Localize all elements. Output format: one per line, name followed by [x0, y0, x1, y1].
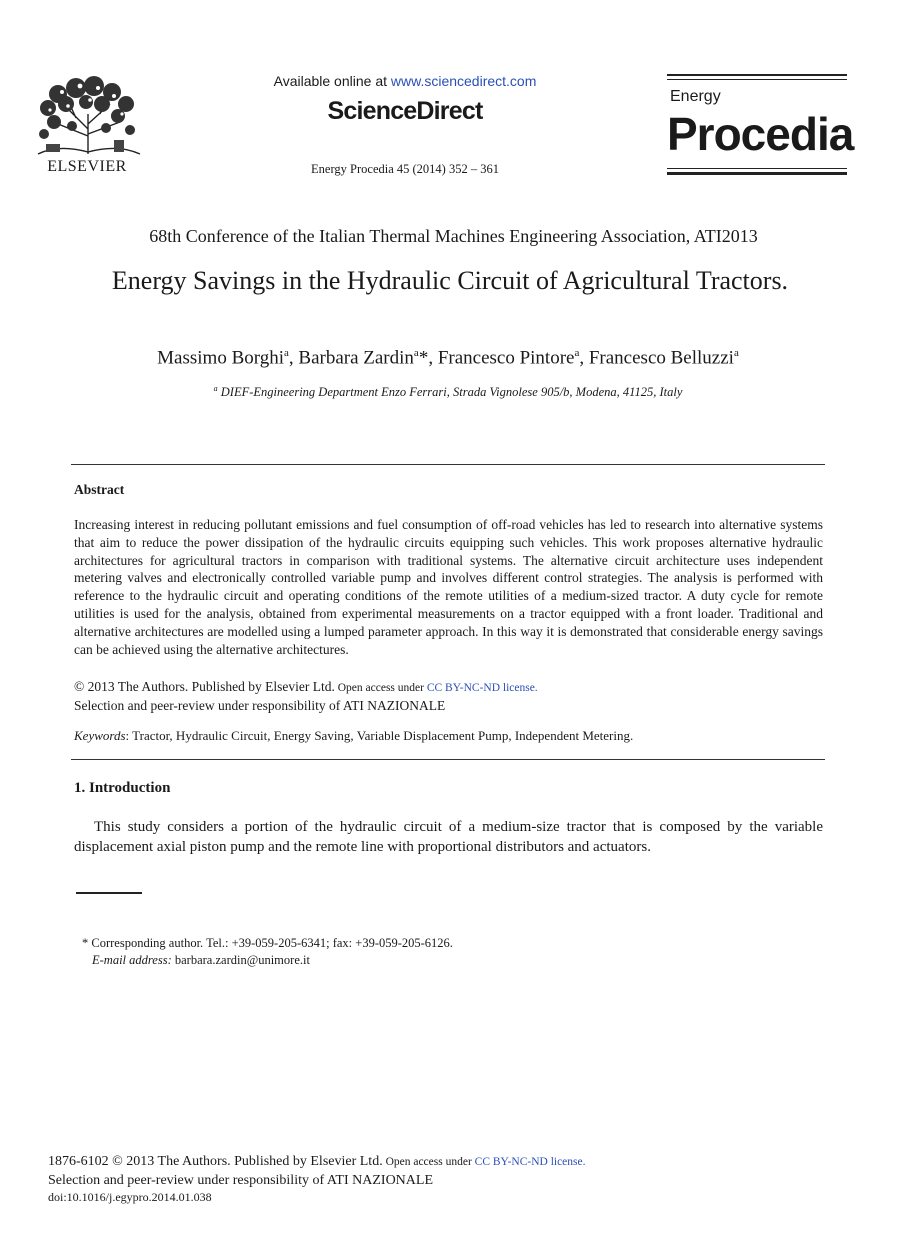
journal-reference: Energy Procedia 45 (2014) 352 – 361: [311, 162, 499, 176]
author-affiliation-mark: a: [284, 347, 289, 359]
available-prefix: Available online at: [273, 73, 391, 89]
doi-line[interactable]: doi:10.1016/j.egypro.2014.01.038: [48, 1190, 212, 1204]
author-name: Francesco Pintore: [437, 347, 575, 369]
author-list: [0, 347, 896, 369]
email-address[interactable]: barbara.zardin@unimore.it: [171, 953, 310, 967]
open-access-text: Open access under: [334, 682, 427, 694]
peer-review-line: Selection and peer-review under responsibility of ATI NAZIONALE: [74, 698, 446, 713]
author-name: Barbara Zardin: [298, 347, 414, 369]
introduction-body: This study considers a portion of the hydraulic circuit of a medium-size tractor that is composed by the variable displacement axial piston pump and the remote line with proportional distributors and actuators.: [74, 819, 823, 855]
available-online-line: [230, 73, 580, 89]
sciencedirect-link[interactable]: www.sciencedirect.com: [390, 73, 537, 89]
energy-procedia-logo: [667, 74, 854, 176]
affiliation-text: DIEF-Engineering Department Enzo Ferrari, Strada Vignolese 905/b, Modena, 41125, Italy: [217, 385, 683, 400]
copyright-block: [74, 678, 823, 714]
logo-rule-bottom: [667, 172, 847, 175]
keywords-text: : Tractor, Hydraulic Circuit, Energy Saving, Variable Displacement Pump, Independent Metering.: [125, 728, 634, 743]
abstract-body: Increasing interest in reducing pollutant emissions and fuel consumption of off-road vehicles has led to research into alternative systems that aim to reduce the power dissipation of the hydraulic circuits equipping such vehicles. This work proposes alternative hydraulic architectures for agricultural tractors in comparison with traditional systems. The alternative circuit architecture uses independent metering valves and electronically controlled variable pump and involves different control strategies. The analysis is performed with reference to the hydraulic circuit and operating conditions of the remote utilities of a medium-sized tractor. A duty cycle for remote utilities is used for the analysis, obtained from experimental measurements on a tractor equipped with a front loader. Traditional and alternative architectures are modelled using a lumped parameter approach. In this way it is demonstrated that considerable energy savings can be achieved using the alternative architectures.: [74, 517, 823, 657]
affiliation-mark: a: [213, 384, 218, 393]
elsevier-wordmark: ELSEVIER: [47, 158, 127, 175]
corresponding-author-footnote: [82, 935, 453, 969]
email-line: [82, 952, 453, 969]
author-name: Massimo Borghi: [157, 347, 284, 369]
logo-procedia-text: Procedia: [667, 108, 854, 160]
author-affiliation-mark: a: [413, 347, 419, 359]
footer-copyright-text: 1876-6102 © 2013 The Authors. Published by Elsevier Ltd.: [48, 1154, 383, 1169]
page-footer: [48, 1153, 868, 1207]
logo-rule-top-thin: [667, 79, 847, 80]
logo-rule-bottom-thin: [667, 168, 847, 169]
author-separator: ,: [579, 347, 589, 369]
footer-peer-review-line: Selection and peer-review under responsibility of ATI NAZIONALE: [48, 1172, 433, 1188]
logo-energy-text: Energy: [670, 88, 721, 105]
rule-above-abstract: [71, 464, 825, 465]
author-affiliation-mark: a: [733, 347, 739, 359]
conference-name: 68th Conference of the Italian Thermal Machines Engineering Association, ATI2013: [149, 226, 758, 246]
affiliation: [0, 384, 896, 400]
keywords-line: [74, 728, 823, 744]
logo-rule-top: [667, 74, 847, 76]
corresponding-mark: *: [418, 347, 429, 369]
author-separator: ,: [288, 347, 299, 369]
footer-license-link[interactable]: CC BY-NC-ND license.: [474, 1156, 586, 1168]
copyright-line: [74, 678, 823, 697]
footer-open-access-text: Open access under: [382, 1156, 475, 1168]
footer-copyright-line: [48, 1153, 868, 1172]
copyright-text: © 2013 The Authors. Published by Elsevier Ltd.: [74, 679, 335, 694]
corresponding-author-line: * Corresponding author. Tel.: +39-059-205-6341; fax: +39-059-205-6126.: [82, 936, 453, 950]
paper-title: Energy Savings in the Hydraulic Circuit of Agricultural Tractors.: [111, 266, 789, 295]
sciencedirect-wordmark: ScienceDirect: [327, 97, 483, 125]
author-affiliation-mark: a: [574, 347, 580, 359]
keywords-label: Keywords: [74, 728, 126, 743]
abstract-heading: Abstract: [74, 482, 125, 497]
footnote-rule: [76, 892, 142, 894]
section-heading-introduction: 1. Introduction: [74, 780, 171, 796]
rule-below-abstract: [71, 759, 825, 760]
author-name: Francesco Belluzzi: [588, 347, 734, 369]
license-link[interactable]: CC BY-NC-ND license.: [426, 682, 538, 694]
email-label: E-mail address:: [92, 953, 172, 967]
author-separator: ,: [428, 347, 438, 369]
